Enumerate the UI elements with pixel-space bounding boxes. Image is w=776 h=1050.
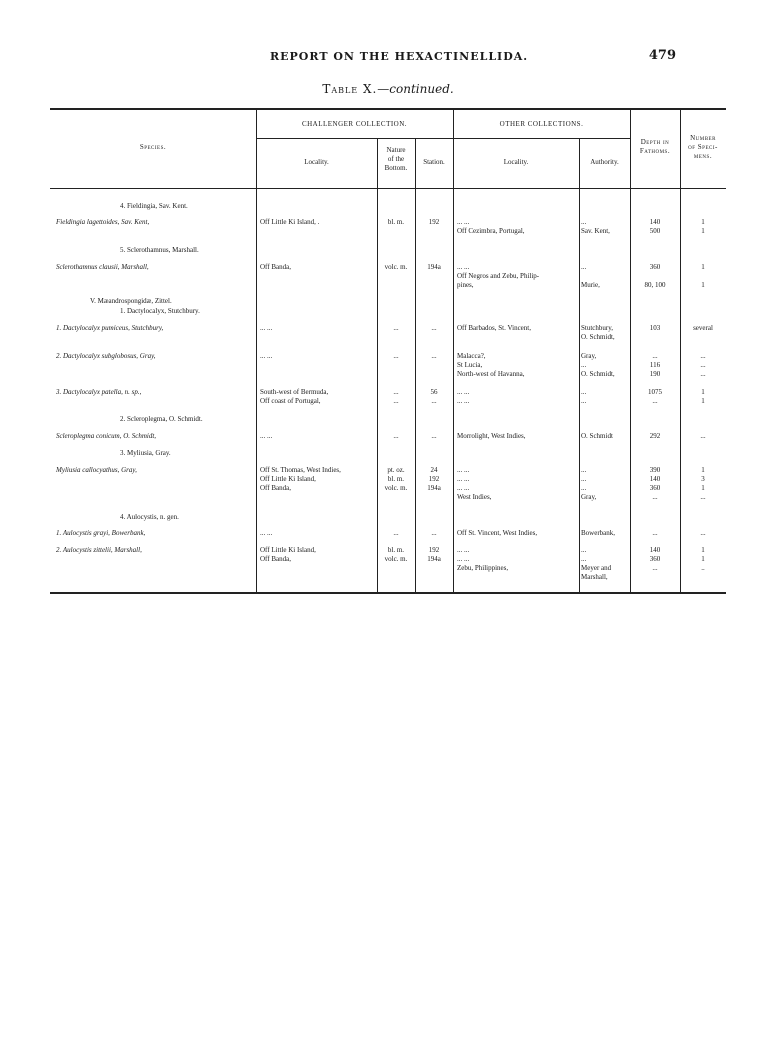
depth-line: ... <box>652 529 658 537</box>
genus-heading: 1. Dactylocalyx, Stutchbury. <box>120 307 200 315</box>
ch-locality-line: Off Banda, <box>260 263 291 271</box>
depth-cell <box>630 324 680 333</box>
station-line: 192 <box>428 475 440 483</box>
table-top-rule <box>50 108 726 110</box>
nature-cell <box>377 263 415 272</box>
station-line: 194a <box>427 263 441 271</box>
header-bottom-rule <box>50 188 726 189</box>
oc-locality-line: West Indies, <box>457 493 492 501</box>
col-rule-depth <box>680 108 681 594</box>
oc-locality-cell <box>457 388 577 406</box>
oc-locality-cell <box>457 352 577 379</box>
authority-line <box>581 272 629 281</box>
authority-line: O. Schmidt, <box>581 370 615 378</box>
nature-cell <box>377 432 415 441</box>
oc-locality-cell <box>457 432 577 441</box>
ch-locality-cell <box>260 546 375 564</box>
nature-line: ... <box>393 397 399 405</box>
authority-cell <box>581 432 629 441</box>
number-line: ... <box>700 493 706 501</box>
station-line: 192 <box>428 546 440 554</box>
col-rule-ch-locality <box>377 138 378 594</box>
depth-cell <box>630 263 680 290</box>
station-line: ... <box>431 324 437 332</box>
oc-locality-cell <box>457 324 577 333</box>
ch-locality-line: ... ... <box>260 529 273 537</box>
oc-locality-line: Off Barbados, St. Vincent, <box>457 324 531 332</box>
depth-line: 140 <box>649 475 661 483</box>
header-nature-line-2: of the <box>387 155 405 163</box>
station-cell <box>415 218 453 227</box>
depth-line: 390 <box>649 466 661 474</box>
header-other-collections: OTHER COLLECTIONS. <box>499 120 584 128</box>
depth-cell <box>630 388 680 406</box>
species-name: 1. Dactylocalyx pumiceus, Stutchbury, <box>56 324 164 332</box>
depth-line: 190 <box>649 370 661 378</box>
oc-locality-line: ... ... <box>457 546 470 554</box>
depth-line: 1075 <box>648 388 662 396</box>
ch-locality-line: ... ... <box>260 324 273 332</box>
station-cell <box>415 432 453 441</box>
header-station: Station. <box>423 158 445 166</box>
station-cell <box>415 263 453 272</box>
ch-locality-line: ... ... <box>260 432 273 440</box>
station-line: ... <box>431 529 437 537</box>
authority-cell <box>581 388 629 406</box>
authority-line: ... <box>581 218 587 226</box>
collection-header-rule <box>256 138 630 139</box>
station-line: 192 <box>428 218 440 226</box>
number-cell <box>680 466 726 502</box>
authority-line: O. Schmidt <box>581 432 613 440</box>
species-name: Myliusia callocyathus, Gray, <box>56 466 137 474</box>
oc-locality-line: Off St. Vincent, West Indies, <box>457 529 538 537</box>
ch-locality-line: Off St. Thomas, West Indies, <box>260 466 341 474</box>
station-cell <box>415 546 453 564</box>
authority-line: Gray, <box>581 352 597 360</box>
number-line: ... <box>700 529 706 537</box>
number-cell <box>680 529 726 538</box>
depth-line: ... <box>652 493 658 501</box>
number-cell <box>680 263 726 290</box>
col-rule-species <box>256 108 257 594</box>
authority-cell <box>581 263 629 290</box>
col-rule-oc-locality <box>579 138 580 594</box>
header-depth-line-2: Fathoms. <box>639 147 671 155</box>
oc-locality-cell <box>457 546 577 573</box>
species-name: Scleroplegma conicum, O. Schmidt, <box>56 432 157 440</box>
nature-cell <box>377 388 415 406</box>
depth-cell <box>630 529 680 538</box>
ch-locality-cell <box>260 388 375 406</box>
number-cell <box>680 352 726 379</box>
authority-line: Marshall, <box>581 573 608 581</box>
ch-locality-line: Off Little Ki Island, . <box>260 218 320 226</box>
nature-cell <box>377 529 415 538</box>
authority-line: O. Schmidt, <box>581 333 615 341</box>
oc-locality-line: Zebu, Philippines, <box>457 564 509 572</box>
oc-locality-line: ... ... <box>457 466 470 474</box>
oc-locality-line: St Lucia, <box>457 361 483 369</box>
species-name: Sclerothamnus clausii, Marshall, <box>56 263 149 271</box>
number-line: ... <box>700 352 706 360</box>
depth-line <box>630 573 680 582</box>
header-number-line-2: of Speci- <box>688 143 718 151</box>
genus-heading: 4. Aulocystis, n. gen. <box>120 513 179 521</box>
table-caption-main: Table X. <box>322 82 378 96</box>
oc-locality-line: pines, <box>457 281 474 289</box>
header-authority: Authority. <box>590 158 619 166</box>
station-line: 194a <box>427 484 441 492</box>
header-challenger-collection: CHALLENGER COLLECTION. <box>301 120 408 128</box>
ch-locality-cell <box>260 324 375 333</box>
authority-line: ... <box>581 546 587 554</box>
nature-line: pt. oz. <box>387 466 405 474</box>
ch-locality-cell <box>260 218 375 227</box>
genus-heading: 4. Fieldingia, Sav. Kent. <box>120 202 188 210</box>
depth-line: 360 <box>649 555 661 563</box>
col-rule-nature <box>415 138 416 594</box>
number-line: 1 <box>701 388 705 396</box>
nature-line: bl. m. <box>387 546 405 554</box>
authority-line: Bowerbank, <box>581 529 616 537</box>
depth-line: 360 <box>649 484 661 492</box>
number-line: .. <box>701 564 705 572</box>
authority-line: ... <box>581 388 587 396</box>
station-cell <box>415 352 453 361</box>
authority-line: ... <box>581 484 587 492</box>
depth-cell <box>630 546 680 582</box>
depth-line: 140 <box>649 218 661 226</box>
nature-line: ... <box>393 324 399 332</box>
number-line: 3 <box>701 475 705 483</box>
oc-locality-line: Off Negros and Zebu, Philip- <box>457 272 540 280</box>
station-line: 24 <box>430 466 438 474</box>
running-title: REPORT ON THE HEXACTINELLIDA. <box>270 50 529 63</box>
depth-cell <box>630 466 680 502</box>
oc-locality-line: Off Cezimbra, Portugal, <box>457 227 525 235</box>
header-number-line-1: Number <box>690 134 716 142</box>
number-cell <box>680 546 726 582</box>
authority-line: ... <box>581 361 587 369</box>
station-cell <box>415 324 453 333</box>
authority-line: Stutchbury, <box>581 324 614 332</box>
ch-locality-line: Off Banda, <box>260 555 291 563</box>
ch-locality-cell <box>260 529 375 538</box>
page-header <box>0 50 776 70</box>
number-cell <box>680 388 726 406</box>
species-name: 2. Dactylocalyx subglobosus, Gray, <box>56 352 156 360</box>
depth-line: 103 <box>649 324 661 332</box>
header-species: Species. <box>139 143 167 151</box>
species-name: Fieldingia lagettoides, Sav. Kent, <box>56 218 150 226</box>
number-line: 1 <box>701 546 705 554</box>
oc-locality-line: North-west of Havanna, <box>457 370 525 378</box>
nature-line: ... <box>393 388 399 396</box>
authority-cell <box>581 529 629 538</box>
depth-cell <box>630 218 680 236</box>
number-line: 1 <box>701 484 705 492</box>
depth-line: 292 <box>649 432 661 440</box>
ch-locality-cell <box>260 263 375 272</box>
authority-cell <box>581 218 629 236</box>
authority-line: Sav. Kent, <box>581 227 610 235</box>
station-line: 194a <box>427 555 441 563</box>
depth-line: 80, 100 <box>644 281 666 289</box>
authority-cell <box>581 466 629 502</box>
oc-locality-cell <box>457 218 577 236</box>
station-line: 56 <box>430 388 438 396</box>
oc-locality-line: ... ... <box>457 475 470 483</box>
oc-locality-line: ... ... <box>457 555 470 563</box>
table-caption <box>0 82 776 96</box>
ch-locality-line: Off Little Ki Island, <box>260 475 316 483</box>
ch-locality-cell <box>260 432 375 441</box>
depth-line: 360 <box>649 263 661 271</box>
oc-locality-line: ... ... <box>457 484 470 492</box>
oc-locality-line: ... ... <box>457 397 470 405</box>
depth-line: ... <box>652 352 658 360</box>
table-caption-continued: —continued. <box>377 82 454 96</box>
authority-line: Gray, <box>581 493 597 501</box>
number-line: ... <box>700 361 706 369</box>
genus-heading: 5. Sclerothamnus, Marshall. <box>120 246 199 254</box>
depth-line: 500 <box>649 227 661 235</box>
genus-heading: 2. Scleroplegma, O. Schmidt. <box>120 415 203 423</box>
nature-line: volc. m. <box>384 263 408 271</box>
number-line: ... <box>700 432 706 440</box>
nature-cell <box>377 546 415 564</box>
station-cell <box>415 388 453 406</box>
authority-cell <box>581 324 629 342</box>
header-nature-line-1: Nature <box>386 146 406 154</box>
number-cell <box>680 324 726 333</box>
station-line: ... <box>431 352 437 360</box>
station-line: ... <box>431 432 437 440</box>
nature-line: ... <box>393 432 399 440</box>
number-cell <box>680 218 726 236</box>
nature-line: ... <box>393 352 399 360</box>
authority-line: ... <box>581 555 587 563</box>
nature-cell <box>377 352 415 361</box>
nature-cell <box>377 324 415 333</box>
depth-line <box>630 272 680 281</box>
station-cell <box>415 466 453 493</box>
ch-locality-line: South-west of Bermuda, <box>260 388 329 396</box>
oc-locality-line: Malacca?, <box>457 352 486 360</box>
number-line: 1 <box>701 263 705 271</box>
table-bottom-rule <box>50 592 726 594</box>
depth-cell <box>630 432 680 441</box>
ch-locality-line: ... ... <box>260 352 273 360</box>
ch-locality-cell <box>260 466 375 493</box>
col-rule-authority <box>630 108 631 594</box>
oc-locality-cell <box>457 529 577 538</box>
ch-locality-line: Off Little Ki Island, <box>260 546 316 554</box>
header-nature-line-3: Bottom. <box>384 164 408 172</box>
oc-locality-line: ... ... <box>457 218 470 226</box>
header-depth-line-1: Depth in <box>640 138 670 146</box>
depth-line: ... <box>652 397 658 405</box>
nature-line: volc. m. <box>384 555 408 563</box>
nature-line: bl. m. <box>387 218 405 226</box>
depth-line: ... <box>652 564 658 572</box>
header-oc-locality: Locality. <box>503 158 529 166</box>
authority-line: Murie, <box>581 281 600 289</box>
number-line <box>680 272 726 281</box>
authority-line: ... <box>581 466 587 474</box>
nature-line: ... <box>393 529 399 537</box>
nature-cell <box>377 466 415 493</box>
authority-line: ... <box>581 475 587 483</box>
depth-cell <box>630 352 680 379</box>
oc-locality-cell <box>457 263 577 290</box>
oc-locality-line: ... ... <box>457 263 470 271</box>
species-name: 1. Aulocystis grayi, Bowerbank, <box>56 529 146 537</box>
oc-locality-line: Morrolight, West Indies, <box>457 432 526 440</box>
authority-line: ... <box>581 397 587 405</box>
authority-cell <box>581 352 629 379</box>
oc-locality-line: ... ... <box>457 388 470 396</box>
authority-cell <box>581 546 629 582</box>
number-line: 1 <box>701 218 705 226</box>
nature-cell <box>377 218 415 227</box>
number-line: 1 <box>701 397 705 405</box>
species-name: 2. Aulocystis zittelii, Marshall, <box>56 546 142 554</box>
depth-line: 116 <box>649 361 661 369</box>
species-name: 3. Dactylocalyx patella, n. sp., <box>56 388 142 396</box>
station-cell <box>415 529 453 538</box>
authority-line: Meyer and <box>581 564 612 572</box>
col-rule-station <box>453 108 454 594</box>
authority-line: ... <box>581 263 587 271</box>
oc-locality-cell <box>457 466 577 502</box>
station-line: ... <box>431 397 437 405</box>
header-number-line-3: mens. <box>693 152 713 160</box>
ch-locality-line: Off Banda, <box>260 484 291 492</box>
species-table <box>50 108 726 596</box>
header-ch-locality: Locality. <box>304 158 329 166</box>
family-heading: V. Mæandrospongidæ, Zittel. <box>90 297 172 305</box>
number-line: 1 <box>701 281 705 289</box>
number-line: ... <box>700 370 706 378</box>
genus-heading: 3. Myliusia, Gray. <box>120 449 171 457</box>
nature-line: volc. m. <box>384 484 408 492</box>
number-line <box>680 573 726 582</box>
number-line: 1 <box>701 555 705 563</box>
nature-line: bl. m. <box>387 475 405 483</box>
number-cell <box>680 432 726 441</box>
depth-line: 140 <box>649 546 661 554</box>
page-number: 479 <box>648 48 676 63</box>
number-line: 1 <box>701 227 705 235</box>
number-line: several <box>693 324 713 332</box>
number-line: 1 <box>701 466 705 474</box>
ch-locality-cell <box>260 352 375 361</box>
ch-locality-line: Off coast of Portugal, <box>260 397 321 405</box>
